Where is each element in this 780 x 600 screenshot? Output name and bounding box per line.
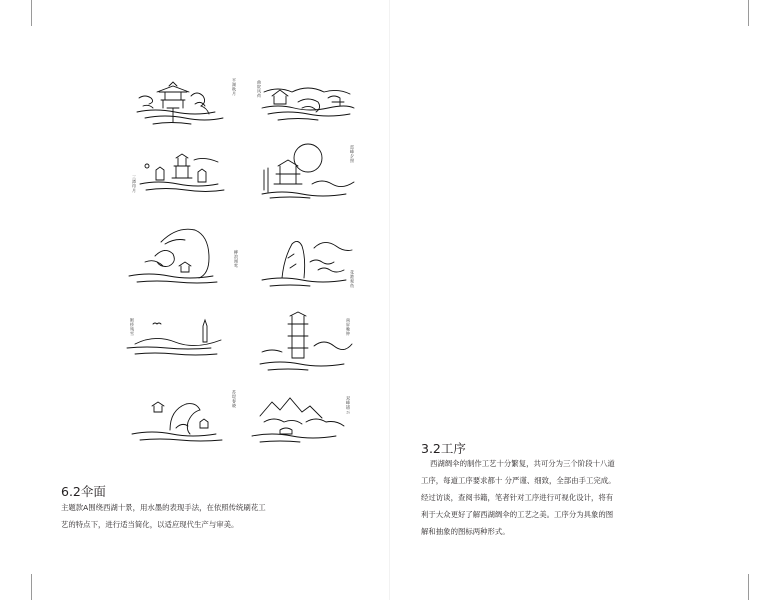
body-line: 经过访谈，查阅书籍，笔者针对工序进行可视化设计，将有 [421, 493, 614, 502]
mountain-waves-icon [258, 228, 358, 290]
waves-by-rock-icon [125, 222, 225, 288]
body-line: 利于大众更好了解西湖绸伞的工艺之美。工序分为具象的图 [421, 510, 614, 519]
illustration-label: 雷峰夕照 [350, 145, 355, 163]
three-pagodas-icon [138, 152, 228, 198]
lighthouse-tower-icon [258, 310, 358, 376]
illustration-label: 苏堤春晓 [232, 390, 237, 408]
body-line: 解和抽象的图标两种形式。 [421, 527, 510, 536]
illustration-label: 柳浪闻莺 [234, 250, 239, 268]
body-line: 艺的特点下，进行适当简化，以适应现代生产与审美。 [61, 520, 239, 529]
illustration-label: 断桥残雪 [130, 318, 135, 336]
crop-mark-top-left [31, 0, 32, 26]
crop-mark-bottom-left [31, 574, 32, 600]
section-heading: 3.2工序 [421, 441, 466, 456]
crop-mark-bottom-right [748, 574, 749, 600]
illustration-label: 南屏晚钟 [346, 318, 351, 336]
illustration-label: 曲院风荷 [257, 80, 262, 98]
body-line: 工序，每道工序要求都十 分严谨、细致，全部由手工完成。 [421, 476, 616, 485]
pavilion-over-lake-icon [135, 78, 225, 130]
body-line: 主题款A围绕西湖十景，用水墨的表现手法，在依照传统刷花工 [61, 503, 266, 512]
causeway-birds-icon [125, 318, 225, 362]
mountain-clouds-icon [250, 392, 350, 444]
crop-mark-top-right [748, 0, 749, 26]
body-line: 西湖绸伞的制作工艺十分繁复，共可分为三个阶段十八道 [430, 459, 615, 468]
illustration-label: 双峰插云 [346, 396, 351, 414]
illustration-label: 三潭印月 [132, 175, 137, 193]
page-fold [389, 0, 390, 600]
wave-temple-icon [130, 392, 230, 446]
illustration-label: 花港观鱼 [350, 270, 355, 288]
pagoda-moon-icon [258, 140, 358, 202]
illustration-label: 平湖秋月 [232, 78, 237, 96]
section-heading: 6.2伞面 [61, 484, 106, 499]
villa-by-water-icon [258, 80, 358, 128]
